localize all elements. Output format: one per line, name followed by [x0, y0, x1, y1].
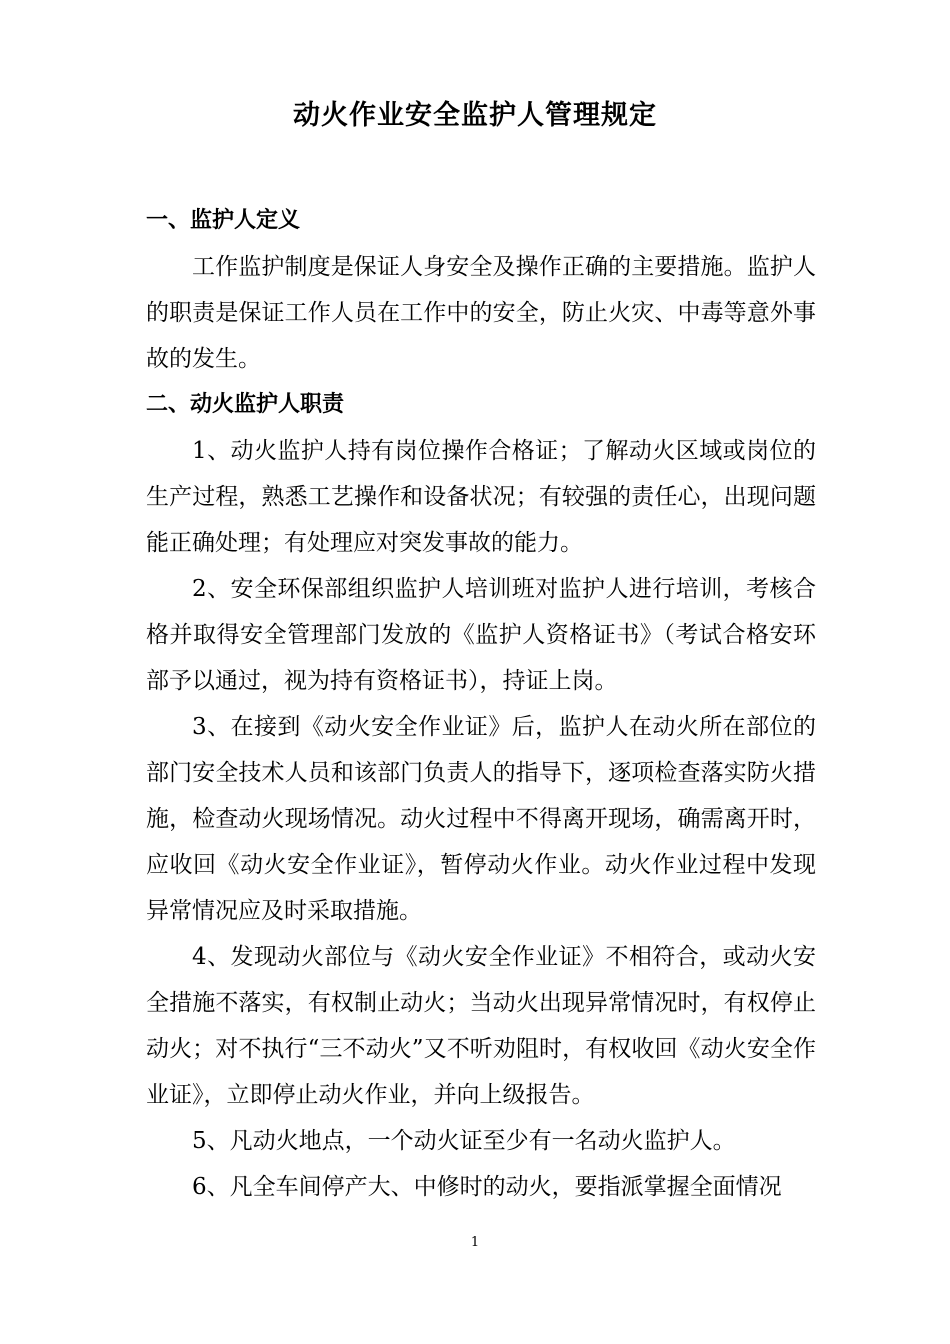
section-definition	[146, 198, 816, 382]
section-heading: 一、监护人定义	[146, 208, 301, 233]
section-heading: 二、动火监护人职责	[146, 392, 345, 417]
paragraph: 3、在接到《动火安全作业证》后，监护人在动火所在部位的部门安全技术人员和该部门负责人的指导下，逐项检查落实防火措施，检查动火现场情况。动火过程中不得离开现场，确需离开时，应收回《动火安全作业证》，暂停动火作业。动火作业过程中发现异常情况应及时采取措施。	[146, 714, 816, 924]
paragraph: 6、凡全车间停产大、中修时的动火，要指派掌握全面情况	[192, 1174, 782, 1200]
document-body	[146, 198, 816, 1210]
paragraph: 5、凡动火地点，一个动火证至少有一名动火监护人。	[192, 1128, 736, 1154]
paragraph: 1、动火监护人持有岗位操作合格证；了解动火区域或岗位的生产过程，熟悉工艺操作和设备状况；有较强的责任心，出现问题能正确处理；有处理应对突发事故的能力。	[146, 438, 816, 556]
page-number: 1	[470, 1235, 480, 1250]
document-title: 动火作业安全监护人管理规定	[293, 100, 657, 131]
paragraph: 4、发现动火部位与《动火安全作业证》不相符合，或动火安全措施不落实，有权制止动火；当动火出现异常情况时，有权停止动火；对不执行“三不动火”又不听劝阻时，有权收回《动火安全作业证》，立即停止动火作业，并向上级报告。	[146, 944, 816, 1108]
paragraph: 2、安全环保部组织监护人培训班对监护人进行培训，考核合格并取得安全管理部门发放的《监护人资格证书》（考试合格安环部予以通过，视为持有资格证书），持证上岗。	[146, 576, 816, 694]
paragraph: 工作监护制度是保证人身安全及操作正确的主要措施。监护人的职责是保证工作人员在工作中的安全，防止火灾、中毒等意外事故的发生。	[146, 254, 816, 372]
section-duties	[146, 382, 816, 1210]
